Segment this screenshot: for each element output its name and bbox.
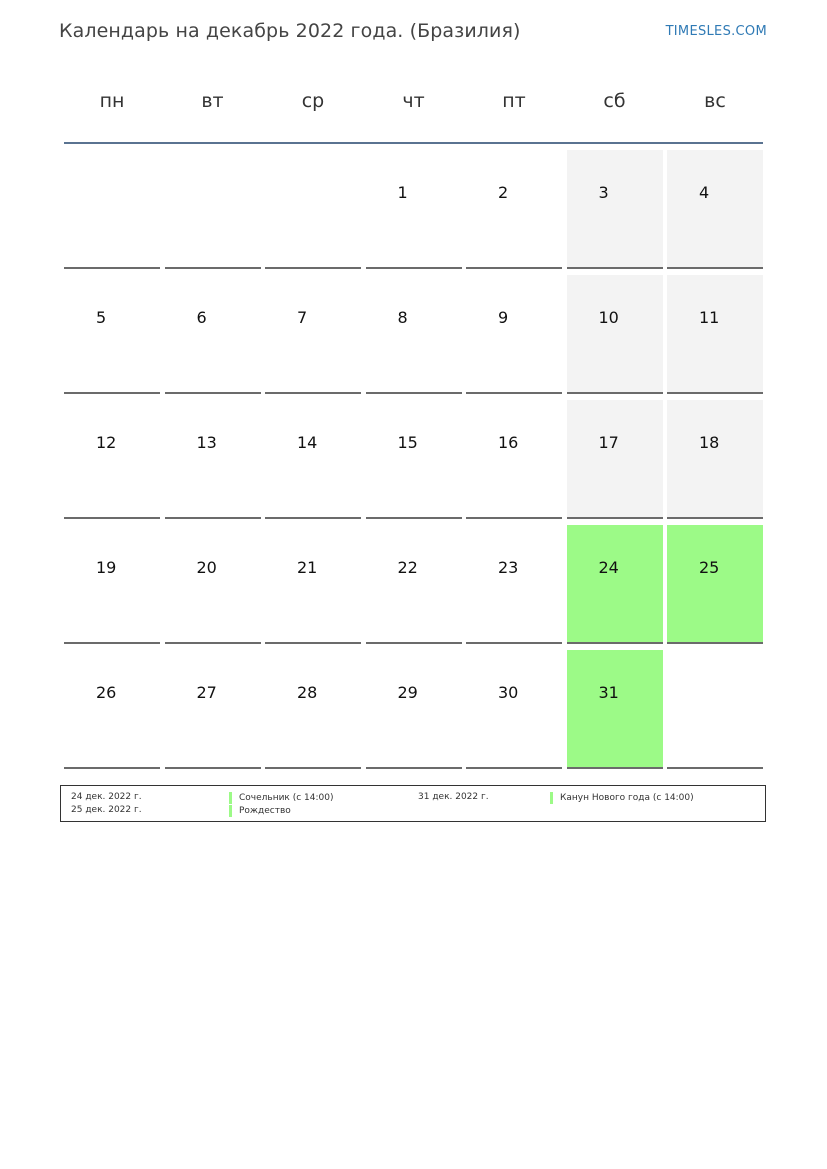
day-cell-29 — [366, 650, 462, 769]
day-number: 21 — [297, 558, 318, 577]
weekday-sat: сб — [603, 90, 626, 112]
day-number: 27 — [196, 683, 217, 702]
day-number: 18 — [699, 433, 720, 452]
day-cell-25 — [667, 525, 763, 644]
legend-row — [61, 805, 765, 818]
legend-holiday-name: Рождество — [229, 805, 291, 817]
day-cell-24 — [567, 525, 663, 644]
day-number: 17 — [598, 433, 619, 452]
empty-day-cell — [165, 150, 261, 269]
legend-row — [61, 792, 765, 805]
weekday-tue: вт — [201, 90, 224, 112]
site-link[interactable]: TIMESLES.COM — [665, 24, 767, 39]
day-cell-1 — [366, 150, 462, 269]
day-number: 24 — [598, 558, 619, 577]
day-cell-26 — [64, 650, 160, 769]
day-number: 29 — [397, 683, 418, 702]
day-number: 26 — [96, 683, 117, 702]
header-divider — [64, 142, 763, 144]
day-cell-9 — [466, 275, 562, 394]
day-number: 4 — [699, 183, 710, 202]
day-cell-23 — [466, 525, 562, 644]
empty-day-cell — [667, 650, 763, 769]
day-cell-7 — [265, 275, 361, 394]
day-cell-12 — [64, 400, 160, 519]
day-number: 9 — [498, 308, 509, 327]
day-number: 11 — [699, 308, 720, 327]
day-number: 7 — [297, 308, 308, 327]
weekday-thu: чт — [402, 90, 425, 112]
day-cell-6 — [165, 275, 261, 394]
day-number: 10 — [598, 308, 619, 327]
day-number: 23 — [498, 558, 519, 577]
day-number: 3 — [598, 183, 609, 202]
weekday-wed: ср — [301, 90, 325, 112]
holiday-legend — [60, 785, 766, 822]
day-cell-20 — [165, 525, 261, 644]
day-number: 25 — [699, 558, 720, 577]
day-number: 13 — [196, 433, 217, 452]
day-number: 14 — [297, 433, 318, 452]
empty-day-cell — [265, 150, 361, 269]
day-number: 30 — [498, 683, 519, 702]
legend-date: 24 дек. 2022 г. — [71, 792, 142, 802]
day-cell-11 — [667, 275, 763, 394]
day-cell-27 — [165, 650, 261, 769]
day-cell-17 — [567, 400, 663, 519]
day-number: 12 — [96, 433, 117, 452]
weekday-mon: пн — [99, 90, 125, 112]
day-cell-13 — [165, 400, 261, 519]
day-cell-21 — [265, 525, 361, 644]
weekday-fri: пт — [502, 90, 526, 112]
day-number: 5 — [96, 308, 107, 327]
day-number: 8 — [397, 308, 408, 327]
calendar-grid — [64, 150, 763, 769]
day-number: 22 — [397, 558, 418, 577]
day-cell-15 — [366, 400, 462, 519]
day-cell-3 — [567, 150, 663, 269]
day-cell-5 — [64, 275, 160, 394]
day-number: 16 — [498, 433, 519, 452]
day-number: 2 — [498, 183, 509, 202]
day-number: 20 — [196, 558, 217, 577]
legend-date: 25 дек. 2022 г. — [71, 805, 142, 815]
weekday-header — [64, 90, 763, 120]
day-cell-4 — [667, 150, 763, 269]
day-number: 31 — [598, 683, 619, 702]
day-cell-16 — [466, 400, 562, 519]
day-number: 15 — [397, 433, 418, 452]
weekday-sun: вс — [704, 90, 726, 112]
day-number: 6 — [196, 308, 207, 327]
empty-day-cell — [64, 150, 160, 269]
day-cell-19 — [64, 525, 160, 644]
day-number: 28 — [297, 683, 318, 702]
legend-holiday-name: Сочельник (с 14:00) — [229, 792, 334, 804]
day-cell-30 — [466, 650, 562, 769]
legend-holiday-name: Канун Нового года (с 14:00) — [550, 792, 694, 804]
day-cell-14 — [265, 400, 361, 519]
day-number: 1 — [397, 183, 408, 202]
day-number: 19 — [96, 558, 117, 577]
day-cell-31 — [567, 650, 663, 769]
day-cell-18 — [667, 400, 763, 519]
day-cell-8 — [366, 275, 462, 394]
day-cell-28 — [265, 650, 361, 769]
day-cell-2 — [466, 150, 562, 269]
page-title: Календарь на декабрь 2022 года. (Бразилия) — [59, 20, 521, 42]
day-cell-10 — [567, 275, 663, 394]
legend-date: 31 дек. 2022 г. — [418, 792, 489, 802]
day-cell-22 — [366, 525, 462, 644]
